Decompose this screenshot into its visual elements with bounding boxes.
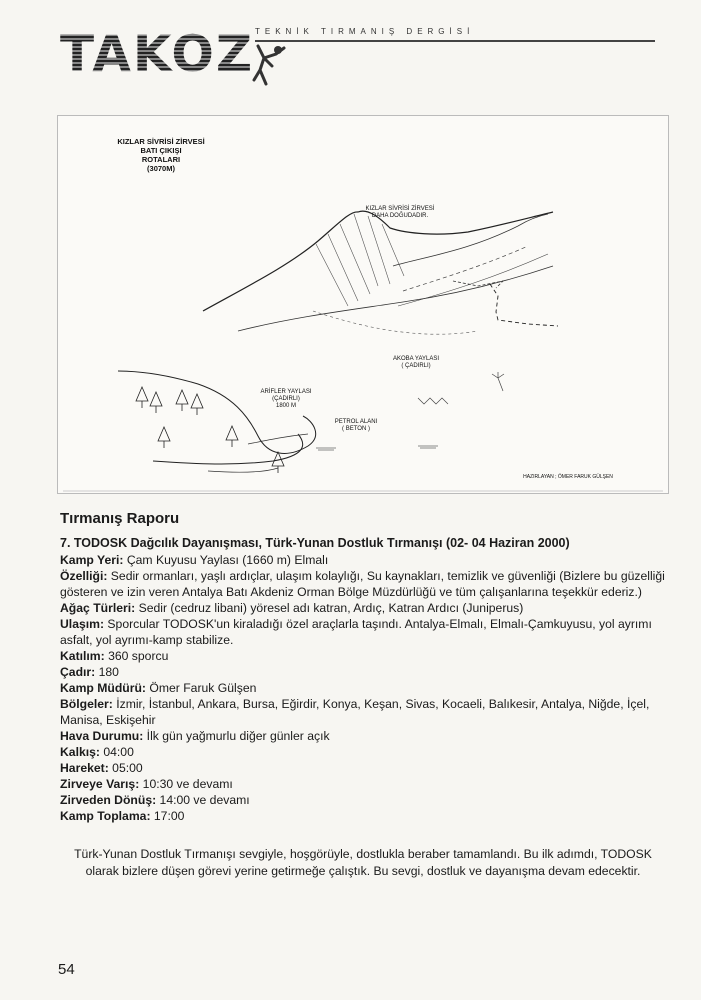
masthead — [50, 22, 660, 92]
report-row-value: 360 sporcu — [104, 649, 169, 663]
arifler-label-line-3: 1800 M — [275, 403, 296, 409]
report-row-value: İzmir, İstanbul, Ankara, Bursa, Eğirdir, Konya, Keşan, Sivas, Kocaeli, Balıkesir, Antalya, Niğde, İçel, Manisa, Eskişehir — [60, 697, 650, 727]
report-row-key: Ağaç Türleri: — [60, 601, 136, 615]
route-sketch — [57, 115, 669, 494]
report-row — [60, 776, 666, 792]
report-row-value: Sedir ormanları, yaşlı ardıçlar, ulaşım kolaylığı, Su kaynakları, temizlik ve güvenliği (Bizlere bu güzelliği gösteren ve izin veren Antalya Batı Akdeniz Orman Bölge Müzdürlüğü ve tüm çalışanlarına teşekkür ederiz.) — [60, 569, 665, 599]
closing-paragraph: Türk-Yunan Dostluk Tırmanışı sevgiyle, hoşgörüyle, dostlukla beraber tamamlandı. Bu ilk adımdı, TODOSK olarak bizlere düşen görevi yerine getirmeğe çalıştık. Bu sevgi, dostluk ve dayanışma devam edecektir. — [74, 847, 652, 878]
climbing-report — [60, 510, 666, 824]
report-row-key: Kamp Müdürü: — [60, 681, 146, 695]
report-row-value: 05:00 — [108, 761, 143, 775]
report-row-value: 04:00 — [99, 745, 134, 759]
report-row-key: Kamp Toplama: — [60, 809, 151, 823]
report-row — [60, 552, 666, 568]
report-row-value: 14:00 ve devamı — [156, 793, 250, 807]
report-row — [60, 680, 666, 696]
arifler-label-line-2: (ÇADIRLI) — [272, 396, 300, 402]
summit-note-line-2: DAHA DOĞUDADIR. — [371, 213, 429, 219]
sketch-title-line-1: KIZLAR SİVRİSİ ZİRVESİ — [117, 137, 205, 146]
report-row-key: Çadır: — [60, 665, 96, 679]
petrol-label-line-1: PETROL ALANI — [334, 419, 378, 425]
report-row-value: Sedir (cedruz libani) yöresel adı katran, Ardıç, Katran Ardıcı (Juniperus) — [135, 601, 524, 615]
report-row-key: Kalkış: — [60, 745, 100, 759]
summit-note-line-1: KIZLAR SİVRİSİ ZİRVESİ — [365, 206, 435, 212]
report-rows — [60, 552, 666, 824]
report-row — [60, 664, 666, 680]
report-row — [60, 696, 666, 728]
event-title: 7. TODOSK Dağcılık Dayanışması, Türk-Yunan Dostluk Tırmanışı (02- 04 Haziran 2000) — [60, 536, 570, 550]
page-number: 54 — [58, 961, 75, 978]
sketch-title-line-4: (3070M) — [147, 164, 175, 173]
sketch-title-line-2: BATI ÇIKIŞI — [140, 146, 182, 155]
sketch-credit: HAZIRLAYAN ; ÖMER FARUK GÜLŞEN — [523, 474, 613, 480]
report-row — [60, 792, 666, 808]
report-row-key: Zirveye Varış: — [60, 777, 140, 791]
magazine-tagline: TEKNİK TIRMANIŞ DERGİSİ — [255, 27, 475, 36]
report-row-key: Bölgeler: — [60, 697, 113, 711]
magazine-logo: TAKOZ — [60, 25, 255, 83]
report-row-key: Zirveden Dönüş: — [60, 793, 157, 807]
report-row-value: Çam Kuyusu Yaylası (1660 m) Elmalı — [123, 553, 329, 567]
sketch-title — [106, 137, 216, 173]
report-row-value: Sporcular TODOSK'un kiraladığı özel araçlarla taşındı. Antalya-Elmalı, Elmalı-Çamkuyusu, yol ayrımı asfalt, yol ayrımı-kamp stabilize. — [60, 617, 652, 647]
report-row-key: Katılım: — [60, 649, 105, 663]
akoba-label — [386, 356, 446, 370]
summit-note — [360, 206, 440, 220]
climber-icon — [250, 44, 290, 94]
report-row — [60, 744, 666, 760]
header-rule — [255, 40, 655, 42]
report-row-key: Özelliği: — [60, 569, 108, 583]
report-row-value: 180 — [95, 665, 119, 679]
petrol-label — [326, 419, 386, 433]
akoba-label-line-2: ( ÇADIRLI) — [401, 363, 431, 369]
report-row — [60, 728, 666, 744]
report-row — [60, 760, 666, 776]
section-title: Tırmanış Raporu — [60, 510, 180, 527]
report-row — [60, 616, 666, 648]
report-row — [60, 600, 666, 616]
petrol-label-line-2: ( BETON ) — [342, 426, 370, 432]
report-row-key: Hareket: — [60, 761, 109, 775]
report-row-value: Ömer Faruk Gülşen — [145, 681, 257, 695]
report-row — [60, 808, 666, 824]
report-row — [60, 568, 666, 600]
report-row-key: Ulaşım: — [60, 617, 105, 631]
report-row-key: Hava Durumu: — [60, 729, 144, 743]
report-row-value: İlk gün yağmurlu diğer günler açık — [143, 729, 330, 743]
report-row-key: Kamp Yeri: — [60, 553, 124, 567]
sketch-title-line-3: ROTALARI — [141, 155, 181, 164]
arifler-label-line-1: ARİFLER YAYLASI — [260, 389, 312, 395]
report-row-value: 10:30 ve devamı — [139, 777, 233, 791]
arifler-label — [256, 389, 316, 410]
report-row-value: 17:00 — [150, 809, 185, 823]
report-row — [60, 648, 666, 664]
akoba-label-line-1: AKOBA YAYLASI — [392, 356, 440, 362]
